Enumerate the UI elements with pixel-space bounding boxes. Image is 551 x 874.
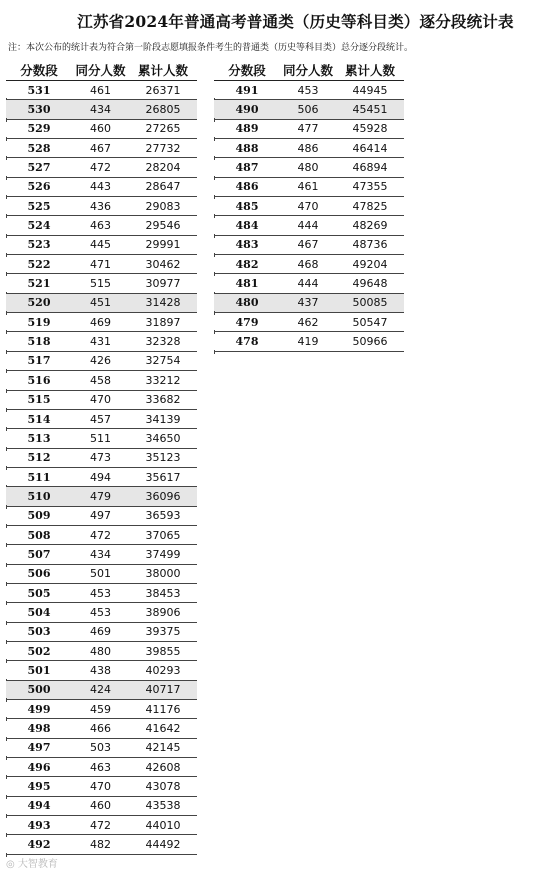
table-row: [6, 739, 197, 758]
note-text: 注：本次公布的统计表为符合第一阶段志愿填报条件考生的普通类（历史等科目类）总分逐分段统计。: [8, 43, 414, 53]
header-cumulative: 累计人数: [344, 63, 395, 78]
cell-cumulative: 29991: [145, 238, 181, 252]
cell-same-count: 444: [297, 219, 319, 233]
cell-same-count: 424: [90, 683, 111, 697]
cell-score: 506: [27, 567, 51, 581]
header-same-count: 同分人数: [282, 63, 333, 78]
table-row: [6, 816, 197, 835]
header-same-count: 同分人数: [75, 63, 126, 78]
cell-score: 487: [235, 161, 259, 175]
watermark: ◎ 大智教育: [6, 859, 58, 870]
cell-same-count: 461: [297, 180, 319, 194]
cell-cumulative: 50966: [352, 335, 388, 349]
table-row: [6, 178, 197, 197]
cell-cumulative: 30977: [145, 277, 181, 291]
cell-score: 525: [27, 199, 51, 213]
table-row: [6, 139, 197, 158]
page-title: 江苏省2024年普通高考普通类（历史等科目类）逐分段统计表: [77, 12, 514, 31]
cell-score: 494: [27, 799, 51, 813]
table-row: [6, 81, 197, 100]
table-row: [6, 661, 197, 680]
cell-same-count: 445: [90, 238, 111, 252]
table-row: [6, 603, 197, 622]
table-row: [6, 391, 197, 410]
table-row: [214, 100, 404, 119]
cell-score: 519: [27, 315, 51, 329]
cell-same-count: 438: [90, 663, 111, 677]
table-row: [6, 216, 197, 235]
cell-same-count: 479: [90, 489, 111, 503]
cell-cumulative: 41642: [145, 722, 181, 736]
table-row: [6, 719, 197, 738]
cell-score: 480: [235, 296, 259, 310]
cell-score: 481: [235, 277, 259, 291]
table-row: [214, 81, 404, 100]
cell-score: 495: [27, 780, 51, 794]
cell-score: 510: [27, 489, 51, 503]
cell-score: 479: [235, 315, 259, 329]
cell-cumulative: 34139: [145, 412, 181, 426]
cell-cumulative: 39855: [145, 644, 181, 658]
cell-same-count: 443: [90, 180, 111, 194]
cell-same-count: 463: [90, 760, 111, 774]
cell-cumulative: 38453: [145, 586, 181, 600]
table-row: [214, 294, 404, 313]
cell-score: 503: [27, 625, 51, 639]
cell-score: 513: [27, 431, 51, 445]
table-body: [214, 81, 404, 352]
cell-cumulative: 48269: [352, 219, 388, 233]
cell-score: 492: [27, 838, 51, 852]
cell-cumulative: 43538: [145, 799, 181, 813]
cell-score: 520: [27, 296, 51, 310]
cell-score: 508: [27, 528, 51, 542]
cell-cumulative: 31428: [145, 296, 181, 310]
cell-same-count: 458: [90, 373, 111, 387]
table-row: [6, 623, 197, 642]
cell-cumulative: 27732: [145, 141, 181, 155]
cell-cumulative: 35123: [145, 451, 181, 465]
cell-score: 529: [27, 122, 51, 136]
cell-score: 497: [27, 741, 51, 755]
cell-cumulative: 50547: [352, 315, 388, 329]
cell-cumulative: 30462: [145, 257, 181, 271]
table-row: [6, 255, 197, 274]
cell-same-count: 471: [90, 257, 111, 271]
cell-cumulative: 47825: [352, 199, 388, 213]
header-cumulative: 累计人数: [137, 63, 188, 78]
table-row: [6, 100, 197, 119]
cell-same-count: 469: [90, 625, 111, 639]
table-body: [6, 81, 197, 855]
cell-cumulative: 43078: [145, 780, 181, 794]
cell-same-count: 470: [90, 393, 111, 407]
cell-score: 493: [27, 818, 51, 832]
cell-cumulative: 39375: [145, 625, 181, 639]
cell-same-count: 469: [90, 315, 111, 329]
cell-score: 484: [235, 219, 259, 233]
cell-same-count: 482: [90, 838, 111, 852]
cell-score: 516: [27, 373, 51, 387]
table-row: [214, 139, 404, 158]
cell-score: 504: [27, 605, 51, 619]
table-row: [214, 332, 404, 351]
cell-same-count: 477: [297, 122, 319, 136]
cell-score: 485: [235, 199, 259, 213]
table-row: [6, 468, 197, 487]
table-row: [6, 429, 197, 448]
cell-cumulative: 45451: [352, 103, 388, 117]
cell-cumulative: 34650: [145, 431, 181, 445]
cell-cumulative: 45928: [352, 122, 388, 136]
cell-cumulative: 29546: [145, 219, 181, 233]
table-row: [214, 255, 404, 274]
cell-same-count: 470: [297, 199, 319, 213]
cell-cumulative: 32754: [145, 354, 181, 368]
cell-score: 530: [27, 103, 51, 117]
cell-cumulative: 31897: [145, 315, 181, 329]
cell-cumulative: 35617: [145, 470, 181, 484]
header-score: 分数段: [228, 63, 266, 78]
cell-score: 531: [27, 83, 51, 97]
table-row: [214, 216, 404, 235]
cell-same-count: 431: [90, 335, 111, 349]
cell-cumulative: 47355: [352, 180, 388, 194]
table-row: [6, 758, 197, 777]
cell-same-count: 506: [297, 103, 319, 117]
cell-score: 527: [27, 161, 51, 175]
cell-cumulative: 40717: [145, 683, 181, 697]
table-row: [6, 274, 197, 293]
cell-same-count: 434: [90, 547, 111, 561]
table-row: [6, 197, 197, 216]
table-row: [6, 797, 197, 816]
cell-cumulative: 28647: [145, 180, 181, 194]
cell-cumulative: 42608: [145, 760, 181, 774]
cell-cumulative: 50085: [352, 296, 388, 310]
cell-same-count: 453: [90, 586, 111, 600]
cell-same-count: 436: [90, 199, 111, 213]
cell-score: 526: [27, 180, 51, 194]
cell-score: 491: [235, 83, 259, 97]
cell-score: 511: [27, 470, 51, 484]
cell-cumulative: 44945: [352, 83, 388, 97]
cell-cumulative: 26371: [145, 83, 181, 97]
cell-cumulative: 36096: [145, 489, 181, 503]
cell-same-count: 503: [90, 741, 111, 755]
table-row: [6, 352, 197, 371]
table-row: [6, 507, 197, 526]
table-header: [6, 60, 197, 81]
table-row: [214, 158, 404, 177]
table-row: [6, 526, 197, 545]
cell-score: 509: [27, 509, 51, 523]
cell-same-count: 467: [297, 238, 319, 252]
cell-cumulative: 37065: [145, 528, 181, 542]
cell-score: 521: [27, 277, 51, 291]
cell-score: 502: [27, 644, 51, 658]
cell-same-count: 466: [90, 722, 111, 736]
cell-score: 500: [27, 683, 51, 697]
cell-cumulative: 36593: [145, 509, 181, 523]
cell-same-count: 467: [90, 141, 111, 155]
cell-score: 517: [27, 354, 51, 368]
table-row: [6, 835, 197, 854]
cell-score: 498: [27, 722, 51, 736]
cell-same-count: 459: [90, 702, 111, 716]
cell-cumulative: 44492: [145, 838, 181, 852]
table-row: [6, 313, 197, 332]
cell-same-count: 462: [297, 315, 319, 329]
cell-score: 488: [235, 141, 259, 155]
cell-same-count: 426: [90, 354, 111, 368]
table-row: [214, 236, 404, 255]
cell-score: 522: [27, 257, 51, 271]
cell-score: 524: [27, 219, 51, 233]
table-row: [6, 487, 197, 506]
cell-score: 507: [27, 547, 51, 561]
cell-cumulative: 38000: [145, 567, 181, 581]
cell-same-count: 480: [297, 161, 319, 175]
score-table-right: [214, 60, 404, 352]
cell-same-count: 463: [90, 219, 111, 233]
cell-same-count: 468: [297, 257, 319, 271]
table-row: [6, 236, 197, 255]
cell-score: 528: [27, 141, 51, 155]
table-row: [214, 313, 404, 332]
cell-score: 490: [235, 103, 259, 117]
cell-same-count: 515: [90, 277, 111, 291]
cell-same-count: 480: [90, 644, 111, 658]
cell-same-count: 511: [90, 431, 111, 445]
cell-same-count: 497: [90, 509, 111, 523]
cell-score: 518: [27, 335, 51, 349]
cell-cumulative: 32328: [145, 335, 181, 349]
cell-same-count: 457: [90, 412, 111, 426]
cell-same-count: 434: [90, 103, 111, 117]
table-row: [6, 642, 197, 661]
cell-score: 515: [27, 393, 51, 407]
cell-same-count: 501: [90, 567, 111, 581]
cell-score: 523: [27, 238, 51, 252]
score-table-left: [6, 60, 197, 855]
cell-cumulative: 37499: [145, 547, 181, 561]
cell-cumulative: 26805: [145, 103, 181, 117]
cell-same-count: 451: [90, 296, 111, 310]
cell-same-count: 470: [90, 780, 111, 794]
cell-cumulative: 42145: [145, 741, 181, 755]
table-row: [6, 120, 197, 139]
cell-score: 489: [235, 122, 259, 136]
cell-cumulative: 29083: [145, 199, 181, 213]
table-row: [6, 332, 197, 351]
cell-score: 482: [235, 257, 259, 271]
cell-same-count: 472: [90, 161, 111, 175]
cell-cumulative: 33212: [145, 373, 181, 387]
cell-score: 514: [27, 412, 51, 426]
cell-cumulative: 44010: [145, 818, 181, 832]
cell-score: 505: [27, 586, 51, 600]
cell-cumulative: 27265: [145, 122, 181, 136]
cell-same-count: 461: [90, 83, 111, 97]
cell-cumulative: 48736: [352, 238, 388, 252]
table-row: [6, 158, 197, 177]
table-row: [6, 371, 197, 390]
table-row: [6, 294, 197, 313]
cell-same-count: 453: [90, 605, 111, 619]
cell-cumulative: 28204: [145, 161, 181, 175]
cell-cumulative: 46894: [352, 161, 388, 175]
table-row: [6, 449, 197, 468]
cell-score: 496: [27, 760, 51, 774]
cell-cumulative: 49648: [352, 277, 388, 291]
cell-same-count: 460: [90, 799, 111, 813]
table-row: [214, 197, 404, 216]
cell-same-count: 460: [90, 122, 111, 136]
cell-same-count: 473: [90, 451, 111, 465]
cell-cumulative: 46414: [352, 141, 388, 155]
table-row: [214, 178, 404, 197]
cell-same-count: 437: [297, 296, 319, 310]
cell-same-count: 453: [297, 83, 319, 97]
cell-same-count: 472: [90, 528, 111, 542]
table-header: [214, 60, 404, 81]
cell-cumulative: 33682: [145, 393, 181, 407]
table-row: [6, 545, 197, 564]
cell-cumulative: 40293: [145, 663, 181, 677]
cell-score: 501: [27, 663, 51, 677]
cell-same-count: 444: [297, 277, 319, 291]
cell-score: 499: [27, 702, 51, 716]
cell-same-count: 472: [90, 818, 111, 832]
cell-same-count: 486: [297, 141, 319, 155]
cell-cumulative: 49204: [352, 257, 388, 271]
cell-same-count: 494: [90, 470, 111, 484]
cell-score: 483: [235, 238, 259, 252]
cell-score: 512: [27, 451, 51, 465]
table-row: [6, 584, 197, 603]
cell-same-count: 419: [297, 335, 319, 349]
cell-score: 486: [235, 180, 259, 194]
cell-cumulative: 38906: [145, 605, 181, 619]
cell-cumulative: 41176: [145, 702, 181, 716]
header-score: 分数段: [20, 63, 58, 78]
table-row: [214, 120, 404, 139]
table-row: [6, 777, 197, 796]
table-row: [6, 565, 197, 584]
table-row: [6, 410, 197, 429]
table-row: [214, 274, 404, 293]
table-row: [6, 700, 197, 719]
table-row: [6, 681, 197, 700]
cell-score: 478: [235, 335, 259, 349]
